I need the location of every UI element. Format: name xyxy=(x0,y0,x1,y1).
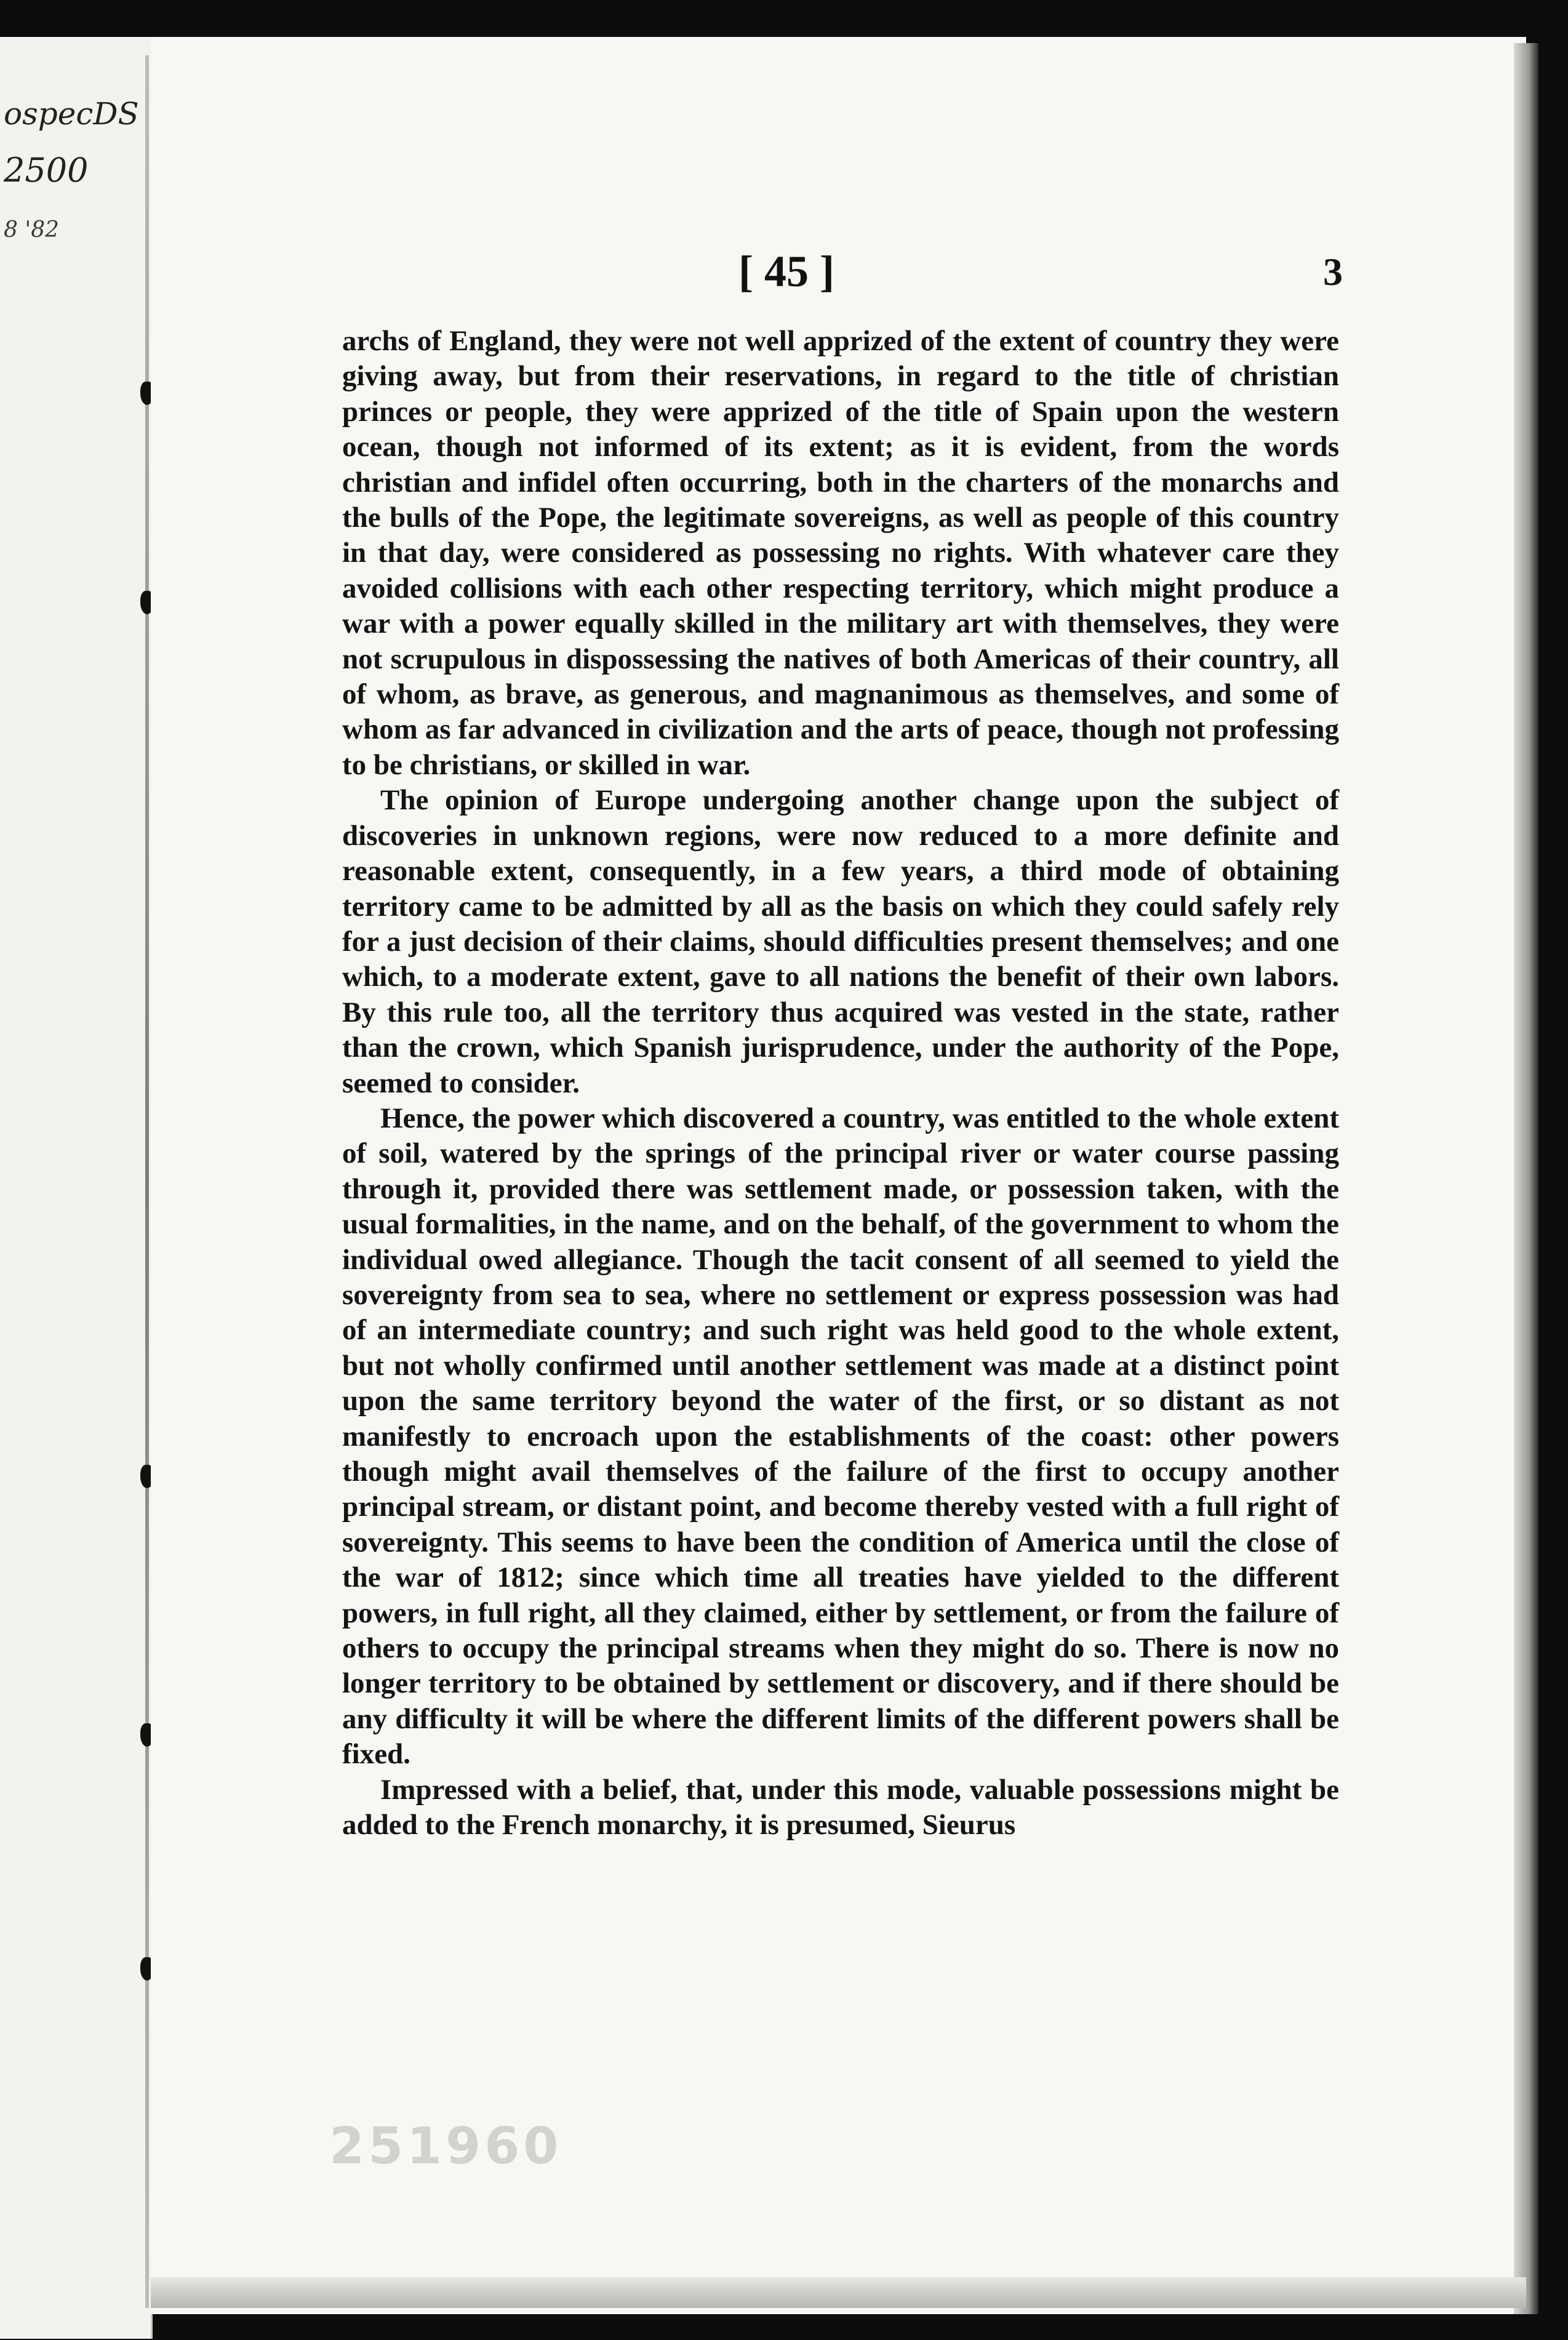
handwritten-note-1: ospecDS xyxy=(4,96,139,132)
handwritten-note-2: 2500 xyxy=(4,151,89,190)
body-text xyxy=(342,324,1339,1843)
paragraph: Impressed with a belief, that, under this mode, valuable possessions might be added to the French monarchy, it is presumed, Sieurus xyxy=(342,1773,1339,1841)
paragraph: archs of England, they were not well apprized of the extent of country they were giving away, but from their reservations, in regard to the title of christian princes or people, they were apprized of the title of Spain upon the western ocean, though not informed of its extent; as it is evident, from the words christian and infidel often occurring, both in the charters of the monarchs and the bulls of the Pope, the legitimate sovereigns, as well as people of this country in that day, were considered as possessing no rights. With whatever care they avoided collisions with each other respecting territory, which might produce a war with a power equally skilled in the military art with themselves, they were not scrupulous in dispossessing the natives of both Americas of their country, all of whom, as brave, as generous, and magnanimous as themselves, and some of whom as far advanced in civilization and the arts of peace, though not professing to be christians, or skilled in war. xyxy=(342,325,1339,781)
paragraph: Hence, the power which discovered a country, was entitled to the whole extent of soil, watered by the springs of the principal river or water course passing through it, provided there was settlement made, or possession taken, with the usual formalities, in the name, and on the behalf, of the government to whom the individual owed allegiance. Though the tacit consent of all seemed to yield the sovereignty from sea to sea, where no settlement or express possession was had of an intermediate country; and such right was held good to the whole extent, but not wholly confirmed until another settlement was made at a distinct point upon the same territory beyond the water of the first, or so distant as not manifestly to encroach upon the establishments of the coast: other powers though might avail themselves of the failure of the first to occupy another principal stream, or distant point, and become thereby vested with a full right of sovereignty. This seems to have been the condition of America until the close of the war of 1812; since which time all treaties have yielded to the different powers, in full right, all they claimed, either by settlement, or from the failure of others to occupy the principal streams when they might do so. There is now no longer territory to be obtained by settlement or discovery, and if there should be any difficulty it will be where the different limits of the different powers shall be fixed. xyxy=(342,1102,1339,1771)
signature-mark: 3 xyxy=(1323,250,1343,294)
page-bottom-edge xyxy=(151,2277,1526,2308)
facing-page-strip xyxy=(0,37,153,2339)
paragraph: The opinion of Europe undergoing another change upon the subject of discoveries in unknown regions, were now reduced to a more definite and reasonable extent, consequently, in a few years, a third mode of obtaining territory came to be admitted by all as the basis on which they could safely rely for a just decision of their claims, should difficulties present themselves; and one which, to a moderate extent, gave to all nations the benefit of their own labors. By this rule too, all the territory thus acquired was vested in the state, rather than the crown, which Spanish jurisprudence, under the authority of the Pope, seemed to consider. xyxy=(342,784,1339,1099)
page-edge-shadow xyxy=(1514,43,1538,2314)
handwritten-note-3: 8 '82 xyxy=(4,217,60,242)
faded-stamp: 251960 xyxy=(329,2117,562,2176)
page-number: [ 45 ] xyxy=(738,247,834,296)
